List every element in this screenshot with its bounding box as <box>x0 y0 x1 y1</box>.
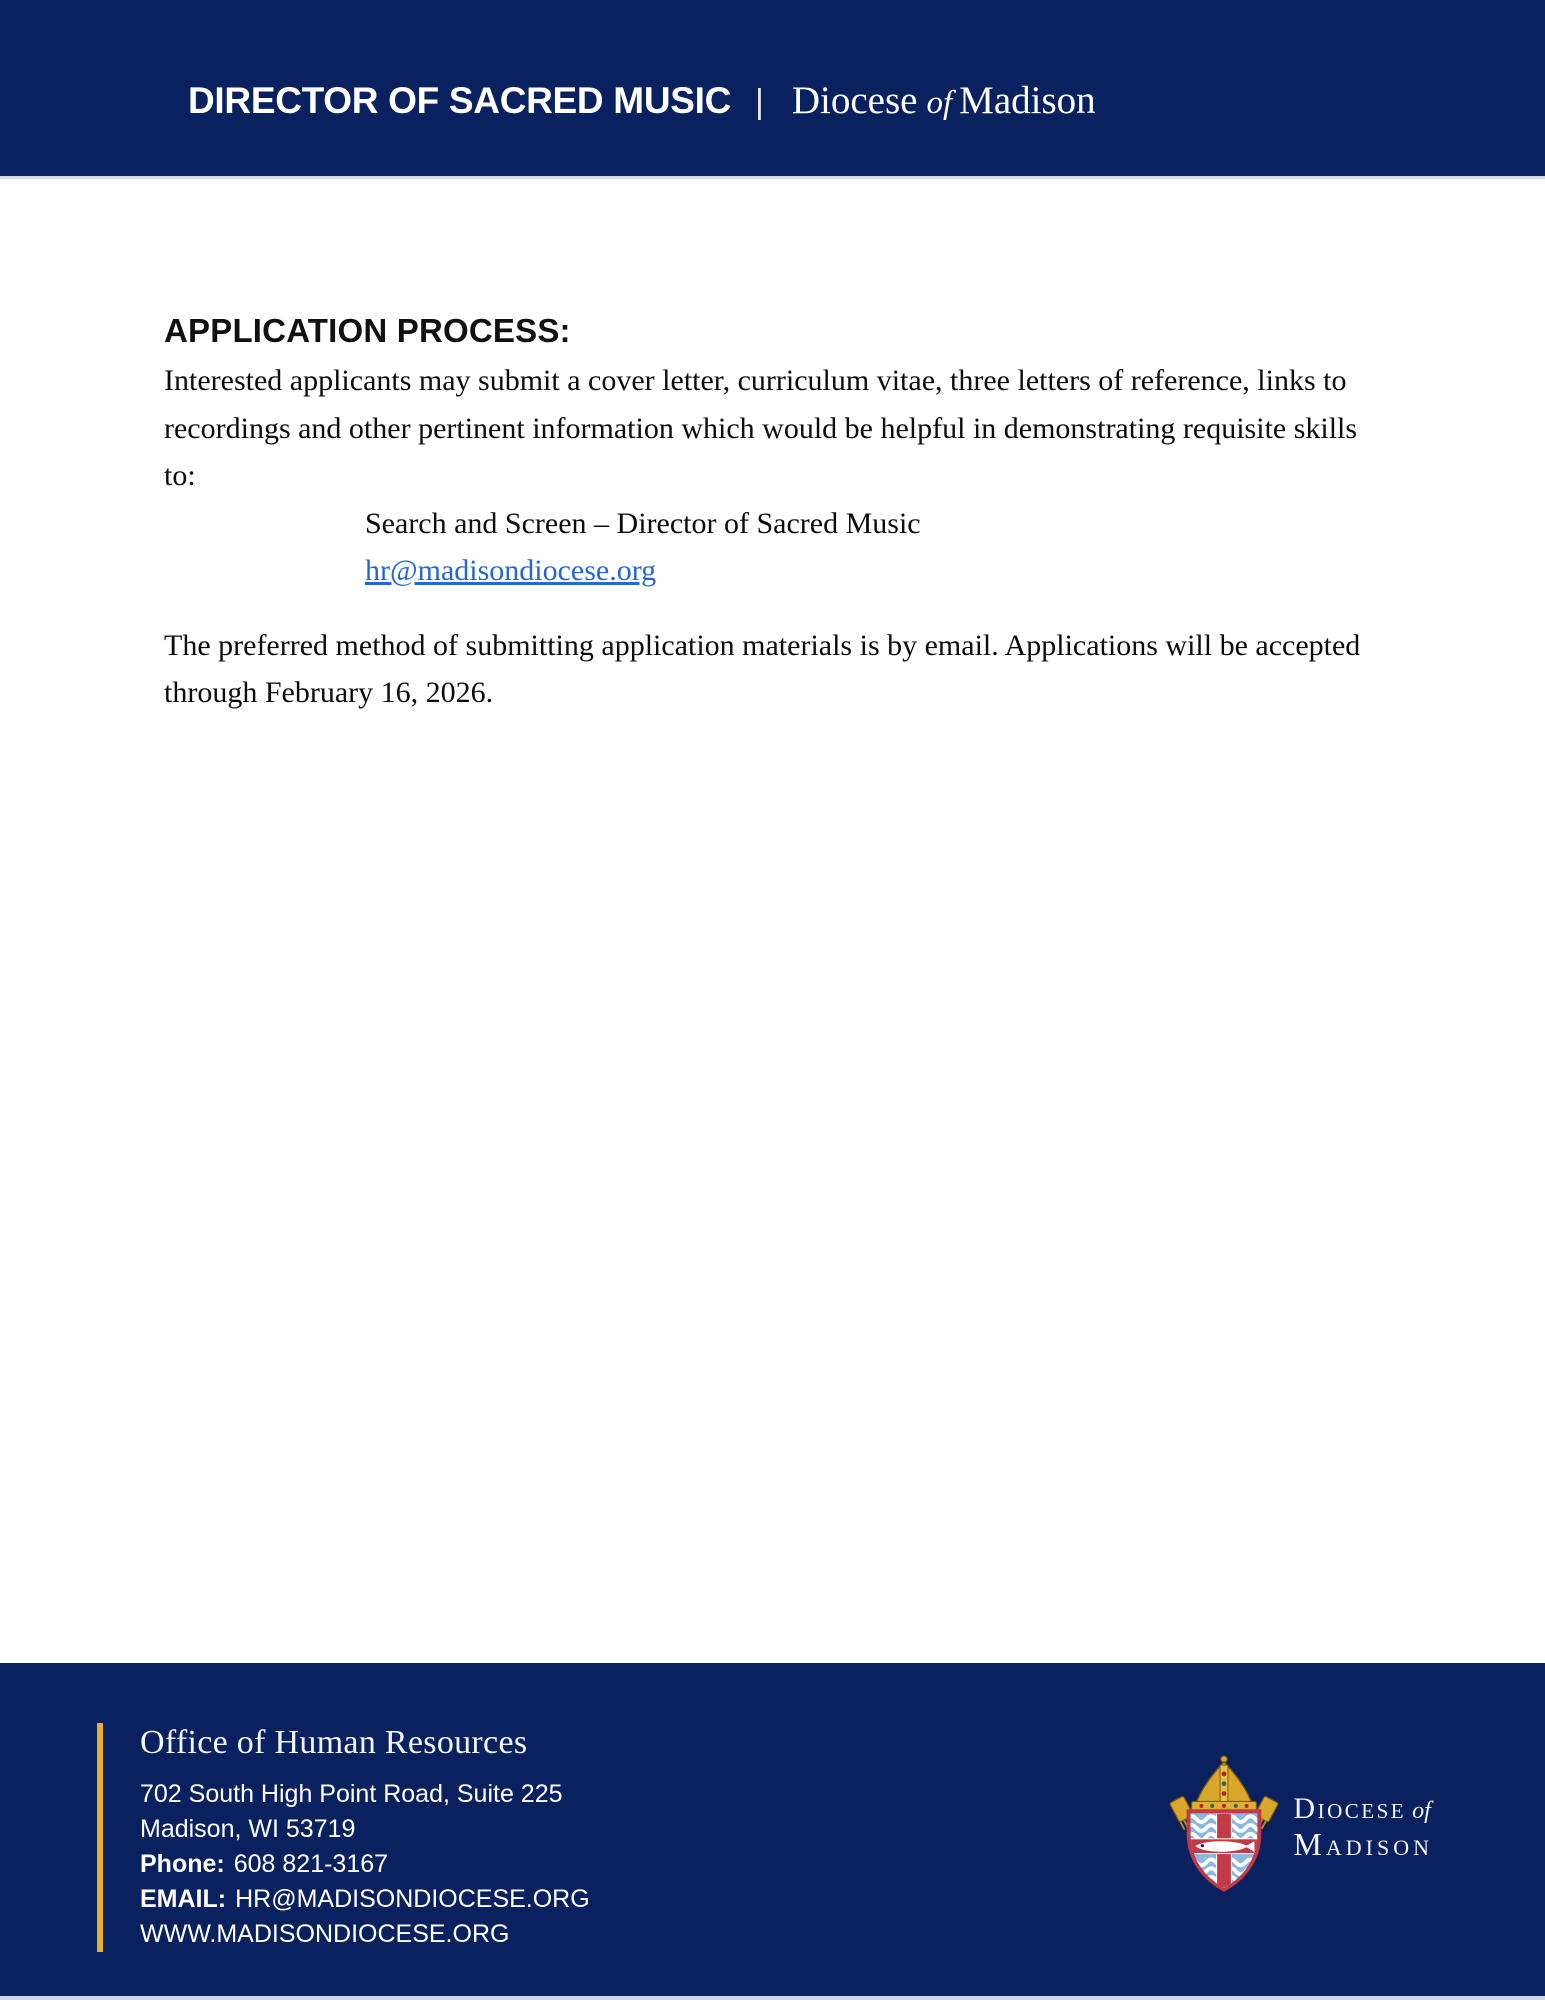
application-paragraph: Interested applicants may submit a cover letter, curriculum vitae, three letters of reference, links to recordings and other pertinent information which would be helpful in demonstrating requisite skills to: <box>164 364 1358 492</box>
diocese-logo-text <box>1293 1793 1433 1861</box>
submission-email-link[interactable]: hr@madisondiocese.org <box>365 554 657 587</box>
submission-block <box>365 500 1395 595</box>
email-value: HR@MADISONDIOCESE.ORG <box>235 1885 590 1913</box>
document-footer <box>0 1663 1545 2000</box>
document-header <box>0 0 1545 176</box>
email-line <box>140 1882 590 1917</box>
header-title-row <box>188 78 1096 123</box>
org-name-of: of <box>926 84 953 121</box>
office-contact-block <box>97 1723 590 1952</box>
logo-word-of: of <box>1412 1798 1431 1824</box>
page-bottom-edge <box>0 1996 1545 2000</box>
org-name <box>792 78 1096 123</box>
footer-inner <box>0 1663 1545 1952</box>
logo-word-diocese: Diocese <box>1293 1792 1407 1825</box>
job-title: DIRECTOR OF SACRED MUSIC <box>188 79 732 121</box>
website-line: WWW.MADISONDIOCESE.ORG <box>140 1920 510 1948</box>
diocese-logo <box>1165 1752 1433 1902</box>
phone-line <box>140 1847 590 1882</box>
logo-word-madison: Madison <box>1293 1826 1433 1862</box>
org-name-word3: Madison <box>959 78 1096 122</box>
deadline-paragraph: The preferred method of submitting application materials is by email. Applications will be accepted through February 16, 2026. <box>164 628 1361 709</box>
address-line-1: 702 South High Point Road, Suite 225 <box>140 1780 563 1808</box>
footer-office-title: Office of Human Resources <box>140 1724 528 1761</box>
header-separator: | <box>755 82 764 121</box>
diocese-crest-icon <box>1165 1752 1283 1902</box>
logo-text-line1 <box>1293 1793 1433 1827</box>
footer-address-block <box>140 1777 590 1952</box>
section-heading: APPLICATION PROCESS: <box>164 312 571 349</box>
org-name-word1: Diocese <box>791 78 918 122</box>
email-label: EMAIL: <box>140 1885 227 1913</box>
phone-label: Phone: <box>140 1850 225 1878</box>
document-body <box>0 179 1545 717</box>
submission-contact-line: Search and Screen – Director of Sacred Music <box>365 506 921 540</box>
phone-value: 608 821-3167 <box>233 1850 389 1878</box>
address-line-2: Madison, WI 53719 <box>140 1815 356 1843</box>
